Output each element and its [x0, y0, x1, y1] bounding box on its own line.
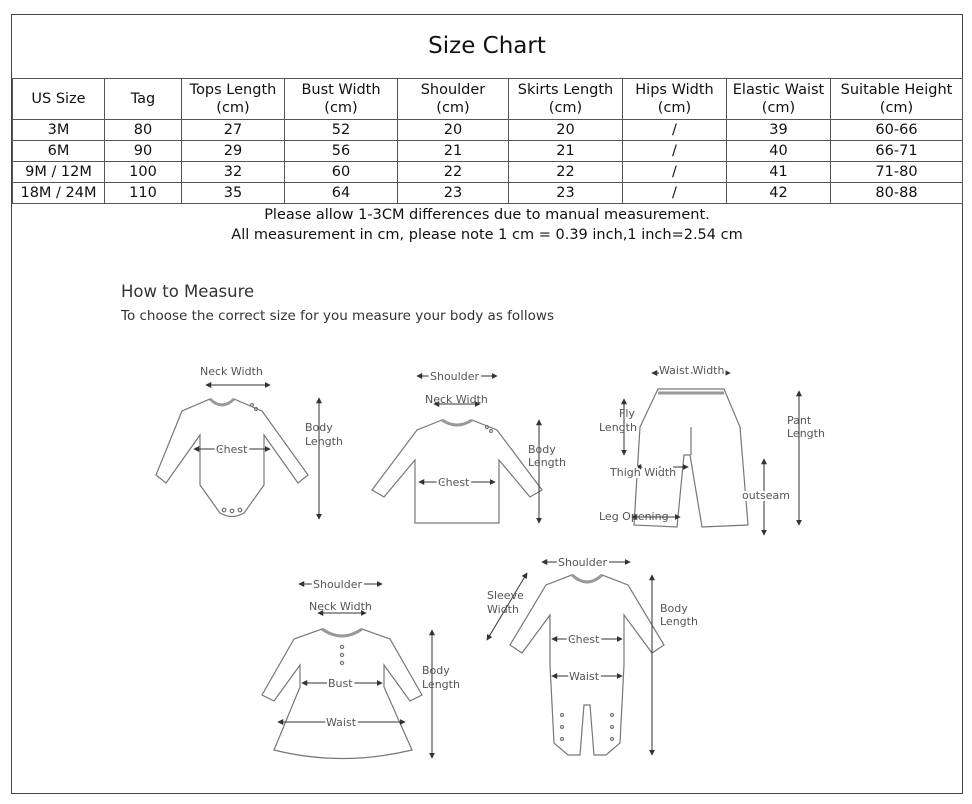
dress-diagram — [262, 629, 422, 759]
header-shoulder: Shoulder (cm) — [398, 79, 509, 120]
romper-sleeve-label-1: Sleeve — [487, 589, 524, 602]
cell: 27 — [182, 120, 285, 141]
cell: 3M — [13, 120, 105, 141]
header-us-size: US Size — [13, 79, 105, 120]
size-chart-frame — [11, 14, 963, 794]
cell: 71-80 — [831, 162, 963, 183]
cell: 21 — [398, 141, 509, 162]
pants-diagram — [634, 389, 748, 527]
bodysuit-neck-label: Neck Width — [200, 365, 263, 378]
cell: / — [623, 120, 727, 141]
cell: 80-88 — [831, 183, 963, 204]
cell: 66-71 — [831, 141, 963, 162]
pants-waist-label: Waist Width — [659, 364, 725, 377]
dress-body-label-2: Length — [422, 678, 460, 691]
cell: 6M — [13, 141, 105, 162]
pants-thigh-label: Thigh Width — [610, 466, 677, 479]
dress-shoulder-label: Shoulder — [313, 578, 362, 591]
top-body-label-2: Length — [528, 456, 566, 469]
bodysuit-body-label-1: Body — [305, 421, 333, 434]
cell: 110 — [105, 183, 182, 204]
romper-body-label-2: Length — [660, 615, 698, 628]
romper-diagram — [510, 575, 664, 755]
top-diagram — [372, 420, 542, 523]
cell: 52 — [285, 120, 398, 141]
cell: / — [623, 162, 727, 183]
cell: 60 — [285, 162, 398, 183]
cell: 100 — [105, 162, 182, 183]
header-suitable-height: Suitable Height (cm) — [831, 79, 963, 120]
cell: 18M / 24M — [13, 183, 105, 204]
page-title: Size Chart — [428, 33, 546, 59]
header-bust-width: Bust Width (cm) — [285, 79, 398, 120]
header-hips-width: Hips Width (cm) — [623, 79, 727, 120]
cell: 90 — [105, 141, 182, 162]
romper-shoulder-label: Shoulder — [558, 556, 607, 569]
dress-neck-label: Neck Width — [309, 600, 372, 613]
bodysuit-body-label-2: Length — [305, 435, 343, 448]
cell: 39 — [727, 120, 831, 141]
cell: 42 — [727, 183, 831, 204]
howto-subtitle: To choose the correct size for you measure your body as follows — [121, 308, 554, 324]
top-chest-label: Chest — [438, 476, 470, 489]
cell: 60-66 — [831, 120, 963, 141]
cell: / — [623, 141, 727, 162]
pants-length-label-2: Length — [787, 427, 825, 440]
note-line-1: Please allow 1-3CM differences due to manual measurement. — [264, 207, 710, 223]
romper-waist-label: Waist — [569, 670, 600, 683]
dress-waist-label: Waist — [326, 716, 357, 729]
header-tops-length: Tops Length (cm) — [182, 79, 285, 120]
romper-sleeve-label-2: Width — [487, 603, 519, 616]
header-skirts-length: Skirts Length (cm) — [509, 79, 623, 120]
pants-leg-label: Leg Opening — [599, 510, 669, 523]
romper-body-label-1: Body — [660, 602, 688, 615]
bodysuit-diagram — [156, 399, 308, 517]
pants-fly-label-2: Length — [599, 421, 637, 434]
cell: 35 — [182, 183, 285, 204]
header-elastic-waist: Elastic Waist (cm) — [727, 79, 831, 120]
romper-chest-label: Chest — [568, 633, 600, 646]
cell: 29 — [182, 141, 285, 162]
cell: 32 — [182, 162, 285, 183]
dress-bust-label: Bust — [328, 677, 353, 690]
cell: 40 — [727, 141, 831, 162]
cell: 80 — [105, 120, 182, 141]
top-shoulder-label: Shoulder — [430, 370, 479, 383]
cell: 21 — [509, 141, 623, 162]
header-tag: Tag — [105, 79, 182, 120]
cell: 9M / 12M — [13, 162, 105, 183]
cell: 23 — [509, 183, 623, 204]
bodysuit-chest-label: Chest — [216, 443, 248, 456]
top-neck-label: Neck Width — [425, 393, 488, 406]
cell: 56 — [285, 141, 398, 162]
cell: 22 — [509, 162, 623, 183]
top-body-label-1: Body — [528, 443, 556, 456]
pants-fly-label-1: Fly — [619, 407, 635, 420]
cell: 64 — [285, 183, 398, 204]
cell: 20 — [509, 120, 623, 141]
pants-length-label-1: Pant — [787, 414, 812, 427]
measurement-diagrams — [12, 15, 962, 793]
note-line-2: All measurement in cm, please note 1 cm = 0.39 inch,1 inch=2.54 cm — [231, 227, 743, 243]
cell: 20 — [398, 120, 509, 141]
cell: / — [623, 183, 727, 204]
cell: 41 — [727, 162, 831, 183]
howto-title: How to Measure — [121, 282, 255, 301]
cell: 23 — [398, 183, 509, 204]
cell: 22 — [398, 162, 509, 183]
pants-outseam-label: outseam — [742, 489, 790, 502]
dress-body-label-1: Body — [422, 664, 450, 677]
